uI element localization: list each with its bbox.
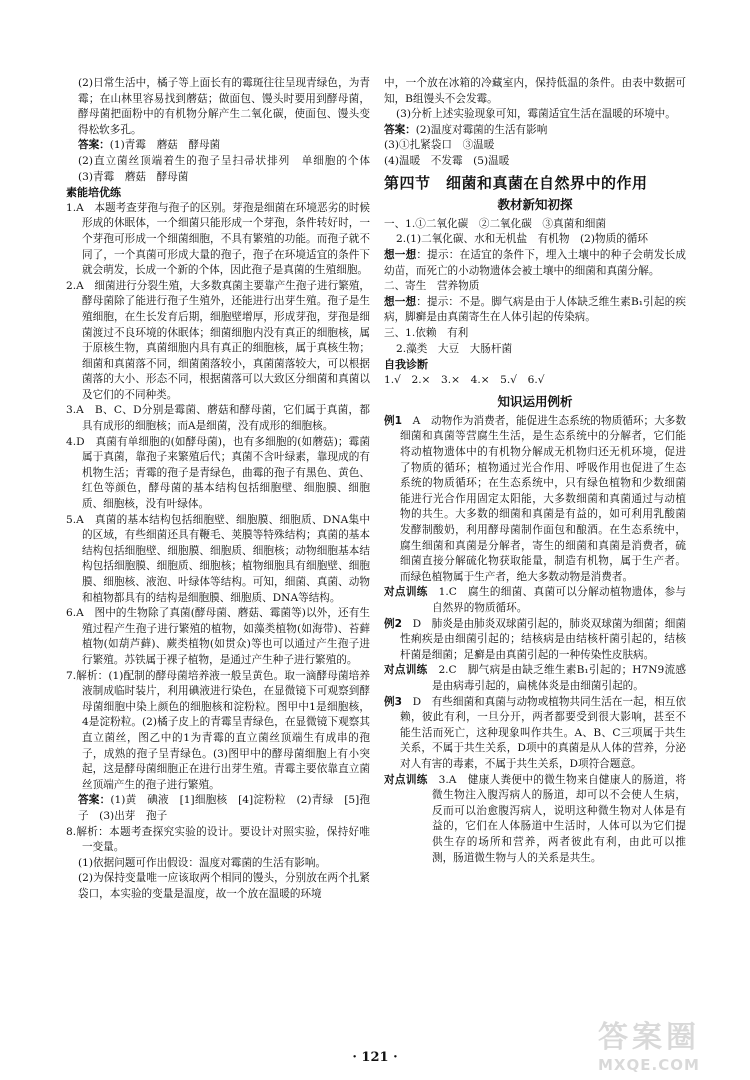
paragraph: (2)为保持变量唯一应该取两个相同的馒头，分别放在两个扎紧袋口，本实验的变量是温度，故一个放在温暖的环境 xyxy=(78,872,370,900)
answer-text: (2)温度对霉菌的生活有影响 xyxy=(415,123,548,136)
list-item: 三、1.依赖 有利 xyxy=(384,326,469,339)
question-5: 5.A 真菌的基本结构包括细胞壁、细胞膜、细胞质、DNA集中的区域，有些细菌还具有鞭毛、荚膜等特殊结构；真菌的基本结构包括细胞壁、细胞膜、细胞质、细胞核；动物细胞基本结构包括细胞膜、细胞质、细胞核；植物细胞具有细胞壁、细胞膜、细胞核、液泡、叶绿体等结构。可知，细菌、真菌、动物和植物都具有的结构是细胞膜、细胞质、DNA等结构。 xyxy=(66,513,370,604)
list-item: 2.藻类 大豆 大肠杆菌 xyxy=(396,342,513,355)
question-7: 7.解析：(1)配制的酵母菌培养液一般呈黄色。取一滴酵母菌培养液制成临时装片，利用碘液进行染色，在显微镜下可观察到酵母菌细胞中染上颜色的细胞核和淀粉粒。图甲中1是细胞核，4是淀粉粒。(2)橘子皮上的青霉呈青绿色，在显微镜下观察其直立菌丝，图乙中的1为青霉的直立菌丝顶端生有成串的孢子，成熟的孢子呈青绿色。(3)图甲中的酵母菌细胞上有小突起，这是酵母菌细胞正在进行出芽生殖。青霉主要依靠直立菌丝顶端产生的孢子进行繁殖。 xyxy=(66,669,370,791)
example-3 xyxy=(384,695,686,773)
right-column xyxy=(384,76,686,866)
answer-line xyxy=(66,138,370,154)
think-label: 想一想 xyxy=(384,248,417,261)
training-1 xyxy=(384,585,686,616)
watermark-text: 答案圈 xyxy=(598,1020,700,1055)
question-8: 8.解析：本题考查探究实验的设计。要设计对照实验，保持好唯一变量。 xyxy=(66,825,370,854)
section-title: 素能培优练 xyxy=(66,186,121,200)
answer-label: 答案： xyxy=(384,123,416,136)
left-column xyxy=(66,76,381,902)
training-text: 1.C 腐生的细菌、真菌可以分解动植物遗体，参与自然界的物质循环。 xyxy=(432,586,687,614)
self-check-title: 自我诊断 xyxy=(384,358,428,372)
answer-label: 答案： xyxy=(78,139,110,152)
paragraph: (3)分析上述实验现象可知，霉菌适宜生活在温暖的环境中。 xyxy=(396,108,676,121)
example-text: D 有些细菌和真菌与动物或植物共同生活在一起，相互依赖，彼此有利，一旦分开，两者都要受到很大影响，甚至不能生活而死亡，这种现象叫作共生。A、B、C三项属于共生关系，不属于共生关系，D项中的真菌是从人体的营养，分泌对人有害的毒素，不属于共生关系，D项符合题意。 xyxy=(400,695,686,770)
page-number: · 121 · xyxy=(352,1050,398,1065)
paragraph: (2)日常生活中，橘子等上面长有的霉斑往往呈现青绿色，为青霉；在山林里容易找到蘑菇；做面包、馒头时要用到酵母菌，酵母菌把面粉中的有机物分解产生二氧化碳，使面包、馒头变得松软多孔。 xyxy=(78,77,370,136)
training-3 xyxy=(384,773,686,867)
training-label: 对点训练 xyxy=(384,773,428,786)
training-label: 对点训练 xyxy=(384,586,428,599)
answer-text: (1)青霉 蘑菇 酵母菌 xyxy=(109,139,221,152)
subsection-title: 教材新知初探 xyxy=(497,197,573,213)
list-item: 二、寄生 营养物质 xyxy=(384,280,480,293)
self-check-answers: 1.√ 2.× 3.× 4.× 5.√ 6.√ xyxy=(384,373,545,386)
answer-line xyxy=(384,123,686,139)
question-6: 6.A 图中的生物除了真菌(酵母菌、蘑菇、霉菌等)以外，还有生殖过程产生孢子进行繁殖的植物，如藻类植物(如海带)、苔藓植物(如葫芦藓)、蕨类植物(如贯众)等也可以通过产生孢子进行繁殖。苏铁属于裸子植物，是通过产生种子进行繁殖的。 xyxy=(66,607,370,666)
list-item: 2.(1)二氧化碳、水和无机盐 有机物 (2)物质的循环 xyxy=(396,233,648,246)
answer-line: (3)①扎紧袋口 ③温暖 xyxy=(384,139,495,152)
training-text: 3.A 健康人粪便中的微生物来自健康人的肠道，将微生物注入腹泻病人的肠道，却可以不会使人生病，反而可以治愈腹泻病人，说明这种微生物对人体是有益的，它们在人体肠道中生活时，人体可以为它们提供生存的场所和营养，两者彼此有利，由此可以推测，肠道微生物与人的关系是共生。 xyxy=(432,773,687,864)
watermark-url: MXQE.COM xyxy=(598,1056,700,1074)
think-item xyxy=(384,295,686,326)
example-label: 例2 xyxy=(384,617,402,630)
subsection-title: 知识运用例析 xyxy=(497,394,573,410)
training-label: 对点训练 xyxy=(384,664,428,677)
example-label: 例1 xyxy=(384,414,402,427)
think-item xyxy=(384,248,686,279)
answer-line: (2)直立菌丝顶端着生的孢子呈扫帚状排列 单细胞的个体 (3)青霉 蘑菇 酵母菌 xyxy=(78,154,381,183)
example-text: D 肺炎是由肺炎双球菌引起的，肺炎双球菌为细菌；细菌性痢疾是由细菌引起的；结核病是由结核杆菌引起的，结核杆菌是细菌；足癣是由真菌引起的一种传染性皮肤病。 xyxy=(400,617,686,661)
example-label: 例3 xyxy=(384,695,402,708)
list-item: 一、1.①二氧化碳 ②二氧化碳 ③真菌和细菌 xyxy=(384,217,606,230)
watermark-logo xyxy=(598,1012,738,1074)
think-label: 想一想 xyxy=(384,295,417,308)
chapter-title: 第四节 细菌和真菌在自然界中的作用 xyxy=(384,173,648,192)
example-1 xyxy=(384,414,686,586)
question-3: 3.A B、C、D分别是霉菌、蘑菇和酵母菌，它们属于真菌，都具有成形的细胞核；而A是细菌，没有成形的细胞核。 xyxy=(66,404,370,433)
example-2 xyxy=(384,617,686,664)
question-2: 2.A 细菌进行分裂生殖，大多数真菌主要靠产生孢子进行繁殖，酵母菌除了能进行孢子生殖外，还能进行出芽生殖。孢子是生殖细胞，在生长发育后期，细胞壁增厚，形成芽孢，芽孢是细菌渡过不良环境的休眠体；细菌细胞内没有真正的细胞核，属于原核生物，真菌细胞内具有真正的细胞核，属于真核生物；细菌和真菌落不同，细菌菌落较小，真菌菌落较大，可以根据菌落的大小、形态不同，根据菌落可以大致区分细菌和真菌以及它们的不同种类。 xyxy=(66,279,370,401)
answer-line: (4)温暖 不发霉 (5)温暖 xyxy=(384,154,510,167)
training-text: 2.C 脚气病是由缺乏维生素B₁引起的；H7N9流感是由病毒引起的，扁桃体炎是由细菌引起的。 xyxy=(432,664,687,692)
think-text: ：提示：不是。脚气病是由于人体缺乏维生素B₁引起的疾病，脚癣是由真菌寄生在人体引起的传染病。 xyxy=(384,295,686,324)
paragraph: (1)依据问题可作出假设：温度对霉菌的生活有影响。 xyxy=(78,856,327,869)
answer-label: 答案： xyxy=(78,794,111,807)
answer-line xyxy=(66,793,370,824)
answer-text: (1)黄 碘液 [1]细胞核 [4]淀粉粒 (2)青绿 [5]孢子 (3)出芽 孢子 xyxy=(78,794,371,822)
question-4: 4.D 真菌有单细胞的(如酵母菌)，也有多细胞的(如蘑菇)；霉菌属于真菌，靠孢子来繁殖后代；真菌不含叶绿素，靠现成的有机物生活；青霉的孢子是青绿色，曲霉的孢子有黑色、黄色、红色等颜色，酵母菌的基本结构包括细胞壁、细胞膜、细胞质、细胞核，没有叶绿体。 xyxy=(66,435,370,511)
question-1: 1.A 本题考查芽孢与孢子的区别。芽孢是细菌在环境恶劣的时候形成的休眠体，一个细菌只能形成一个芽孢，条件转好时，一个芽孢可形成一个细菌细胞，不具有繁殖的功能。而孢子就不同了，一个真菌可形成大量的孢子，孢子在环境适宜的条件下就会萌发，长成一个新的个体，因此孢子是真菌的生殖细胞。 xyxy=(66,201,370,277)
example-text: A 动物作为消费者，能促进生态系统的物质循环；大多数细菌和真菌等营腐生生活，是生态系统中的分解者，它们能将动植物遗体中的有机物分解成无机物归还无机环境，促进了物质的循环；植物通过光合作用、呼吸作用也促进了生态系统的物质循环；在生态系统中，只有绿色植物和少数细菌能进行光合作用固定太阳能，大多数细菌和真菌通过与动植物的共生。大多数的细菌和真菌是有益的，如可利用乳酸菌发酵制酸奶，利用酵母菌制作面包和酿酒。在生态系统中，腐生细菌和真菌是分解者，寄生的细菌和真菌是消费者，硫细菌直接分解硫化物获取能量，制造有机物，属于生产者。而绿色植物属于生产者，绝大多数动物是消费者。 xyxy=(400,414,687,583)
training-2 xyxy=(384,663,686,694)
paragraph: 中，一个放在冰箱的冷藏室内，保持低温的条件。由表中数据可知，B组馒头不会发霉。 xyxy=(384,77,686,105)
think-text: ：提示：在适宜的条件下，埋入土壤中的种子会萌发长成幼苗，而死亡的小动物遗体会被土壤中的细菌和真菌分解。 xyxy=(384,248,687,277)
